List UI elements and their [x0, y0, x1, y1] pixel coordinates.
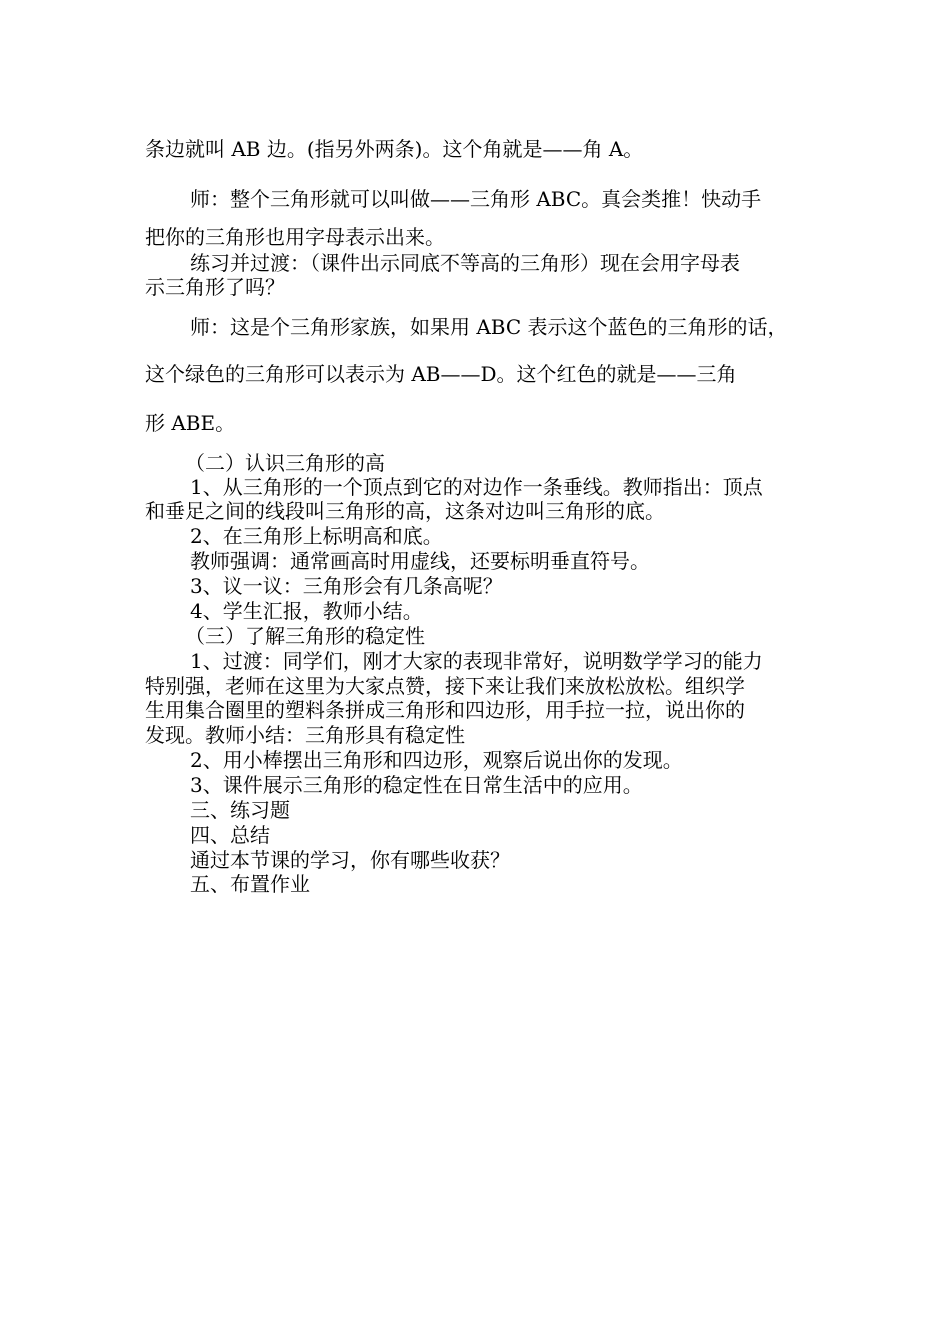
section-heading: 四、总结 [190, 823, 270, 847]
section-heading: （二）认识三角形的高 [185, 451, 385, 475]
text-line: 2、用小棒摆出三角形和四边形，观察后说出你的发现。 [190, 748, 683, 772]
text-line: 师：整个三角形就可以叫做——三角形 ABC。真会类推！快动手 [190, 187, 762, 211]
text-line: 通过本节课的学习，你有哪些收获？ [190, 848, 510, 872]
text-line: 2、在三角形上标明高和底。 [190, 524, 443, 548]
text-line: 把你的三角形也用字母表示出来。 [145, 225, 445, 249]
section-heading: （三）了解三角形的稳定性 [185, 624, 425, 648]
text-line: 形 ABE。 [145, 411, 236, 435]
text-line: 特别强，老师在这里为大家点赞，接下来让我们来放松放松。组织学 [145, 674, 745, 698]
text-line: 3、课件展示三角形的稳定性在日常生活中的应用。 [190, 773, 643, 797]
text-line: 1、从三角形的一个顶点到它的对边作一条垂线。教师指出：顶点 [190, 475, 763, 499]
text-line: 教师强调：通常画高时用虚线，还要标明垂直符号。 [190, 549, 650, 573]
text-line: 条边就叫 AB 边。(指另外两条)。这个角就是——角 A。 [145, 137, 644, 161]
text-line: 师：这是个三角形家族，如果用 ABC 表示这个蓝色的三角形的话， [190, 315, 788, 339]
text-line: 1、过渡：同学们，刚才大家的表现非常好，说明数学学习的能力 [190, 649, 763, 673]
text-line: 生用集合圈里的塑料条拼成三角形和四边形，用手拉一拉，说出你的 [145, 698, 745, 722]
text-line: 4、学生汇报，教师小结。 [190, 599, 423, 623]
text-line: 这个绿色的三角形可以表示为 AB——D。这个红色的就是——三角 [145, 362, 737, 386]
section-heading: 三、练习题 [190, 798, 290, 822]
text-line: 练习并过渡：（课件出示同底不等高的三角形）现在会用字母表 [190, 251, 740, 275]
text-line: 和垂足之间的线段叫三角形的高，这条对边叫三角形的底。 [145, 499, 665, 523]
text-line: 3、议一议：三角形会有几条高呢？ [190, 574, 503, 598]
text-line: 示三角形了吗？ [145, 275, 285, 299]
section-heading: 五、布置作业 [190, 872, 310, 896]
text-line: 发现。教师小结：三角形具有稳定性 [145, 723, 465, 747]
